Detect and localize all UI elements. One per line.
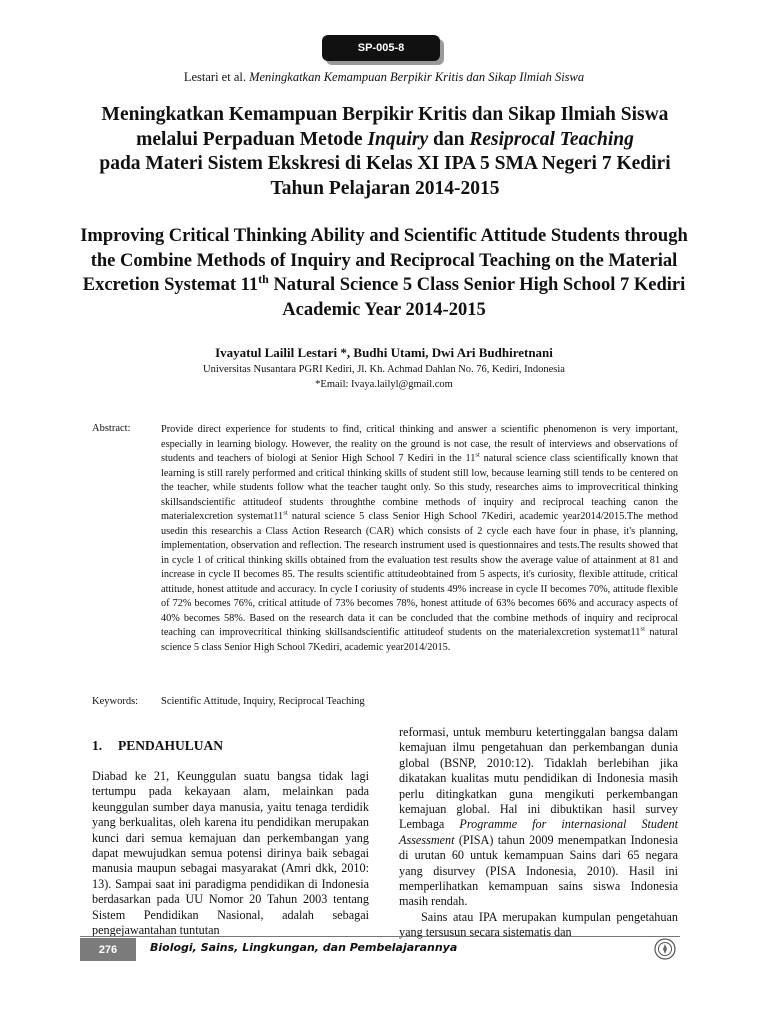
- keywords-text: Scientific Attitude, Inquiry, Reciprocal Teaching: [161, 696, 365, 707]
- body-paragraph: Sains atau IPA merupakan kumpulan pengetahuan yang tersusun secara sistematis dan: [399, 909, 678, 940]
- author-list: Ivayatul Lailil Lestari *, Budhi Utami, Dwi Ari Budhiretnani: [215, 345, 553, 360]
- running-head: [0, 70, 768, 85]
- university-seal-icon: [654, 938, 676, 960]
- section-title: PENDAHULUAN: [118, 738, 224, 753]
- title-id-line2: melalui Perpaduan Metode Inquiry dan Resiprocal Teaching: [136, 128, 634, 150]
- title-en-line2: the Combine Methods of Inquiry and Reciprocal Teaching on the Material: [90, 250, 678, 271]
- abstract-label: Abstract:: [92, 423, 131, 434]
- title-english: [80, 224, 688, 322]
- keywords-label: Keywords:: [92, 696, 139, 707]
- body-paragraph: reformasi, untuk memburu ketertinggalan bangsa dalam kemajuan ilmu pengetahuan dan perkembangan dunia global (BSNP, 2010:12). Tidaklah berlebihan jika dikatakan kualitas mutu pendidikan di Indonesia masih perlu ditingkatkan guna mengikuti perkembangan kemajuan global. Hal ini dibuktikan hasil survey Lembaga Programme for internasional Student Assessment (PISA) tahun 2009 menempatkan Indonesia di urutan 60 untuk kemampuan Sains dari 65 negara yang disurvey (PISA Indonesia, 2010). Hasil ini memperlihatkan kemampuan sains siswa Indonesia masih rendah.: [399, 725, 678, 909]
- title-id-line1: Meningkatkan Kemampuan Berpikir Kritis dan Sikap Ilmiah Siswa: [101, 104, 669, 125]
- affiliation: Universitas Nusantara PGRI Kediri, Jl. Kh. Achmad Dahlan No. 76, Kediri, Indonesia: [203, 364, 565, 375]
- section-heading: [92, 738, 223, 754]
- title-id-line4: Tahun Pelajaran 2014-2015: [270, 177, 500, 199]
- title-indonesian: [90, 103, 680, 201]
- section-number: 1.: [92, 738, 103, 753]
- journal-title: Biologi, Sains, Lingkungan, dan Pembelajarannya: [150, 941, 458, 954]
- title-en-line1: Improving Critical Thinking Ability and Scientific Attitude Students through: [80, 226, 688, 246]
- running-head-title: Meningkatkan Kemampuan Berpikir Kritis dan Sikap Ilmiah Siswa: [249, 70, 585, 84]
- author-email: *Email: Ivaya.lailyl@gmail.com: [315, 379, 453, 390]
- body-right-column: [399, 725, 678, 941]
- title-id-line3: pada Materi Sistem Ekskresi di Kelas XI IPA 5 SMA Negeri 7 Kediri: [99, 153, 671, 174]
- page-number: 276: [80, 938, 136, 961]
- footer-divider: [80, 936, 680, 937]
- abstract-text: Provide direct experience for students to find, critical thinking and answer a scientific phenomenon is very important, especially in learning biology. However, the reality on the ground is not case, the result of interviews and observations of students and teachers of biologi at Senior High School 7 Kediri in the 11st natural science class scientifically known that learning is still rarely performed and critical thinking skills of student still low, because learning still tends to be centered on the teacher, while students follow what the teacher taught only. So this study, researches aims to improvecritical thinking skillsandscientific attitudeof students throughthe combine methods of inquiry and reciprocal teaching canon the materialexcretion systemat11st natural science 5 class Senior High School 7Kediri, academic year2014/2015.The method usedin this researchis a Class Action Research (CAR) which consists of 2 cycle each have four in phase, it's planning, implementation, observation and reflection. The research instrument used is questionnaires and tests.The results showed that in cycle 1 of critical thinking skills obtained from the evaluation test results show the average value of attainment at 81 and increase in cycle II becomes 85. The results scientific attitudeobtained from 5 aspects, it's curiosity, flexible attitude, critical attitude, honest attitude and accuracy. In cycle I coriusity of students 49% increase in cycle II becomes 70%, attitude flexible of 72% becomes 76%, critical attitude of 73% becomes 78%, honest attitude of 63% becomes 66% and accuracy aspects of 40% becomes 58%. Based on the research data it can be concluded that the combine methods of inquiry and reciprocal teaching can improvecritical thinking skillsandscientific attitudeof students on the materialexcretion systemat11st natural science 5 class Senior High School 7Kediri, academic year2014/2015.: [161, 424, 678, 653]
- body-left-column: Diabad ke 21, Keunggulan suatu bangsa tidak lagi tertumpu pada kekayaan alam, melainkan pada keunggulan sumber daya manusia, yaitu tenaga terdidik yang berkualitas, oleh karena itu pendidikan merupakan kunci dari semua kemajuan dan perkembangan yang dapat mewujudkan semua potensi dirinya baik sebagai manusia maupun sebagai masyarakat (Amri dkk, 2010: 13). Sampai saat ini paradigma pendidikan di Indonesia berdasarkan pada UU Nomor 20 Tahun 2003 tentang Sistem Pendidikan Nasional, adalah sebagai pengejawantahan tuntutan: [92, 769, 369, 938]
- paper-code-badge: SP-005-8: [322, 35, 440, 61]
- title-en-line3: Excretion Systemat 11th Natural Science 5 Class Senior High School 7 Kediri: [82, 271, 686, 295]
- running-head-authors: Lestari et al.: [183, 70, 246, 84]
- title-en-line4: Academic Year 2014-2015: [282, 299, 486, 320]
